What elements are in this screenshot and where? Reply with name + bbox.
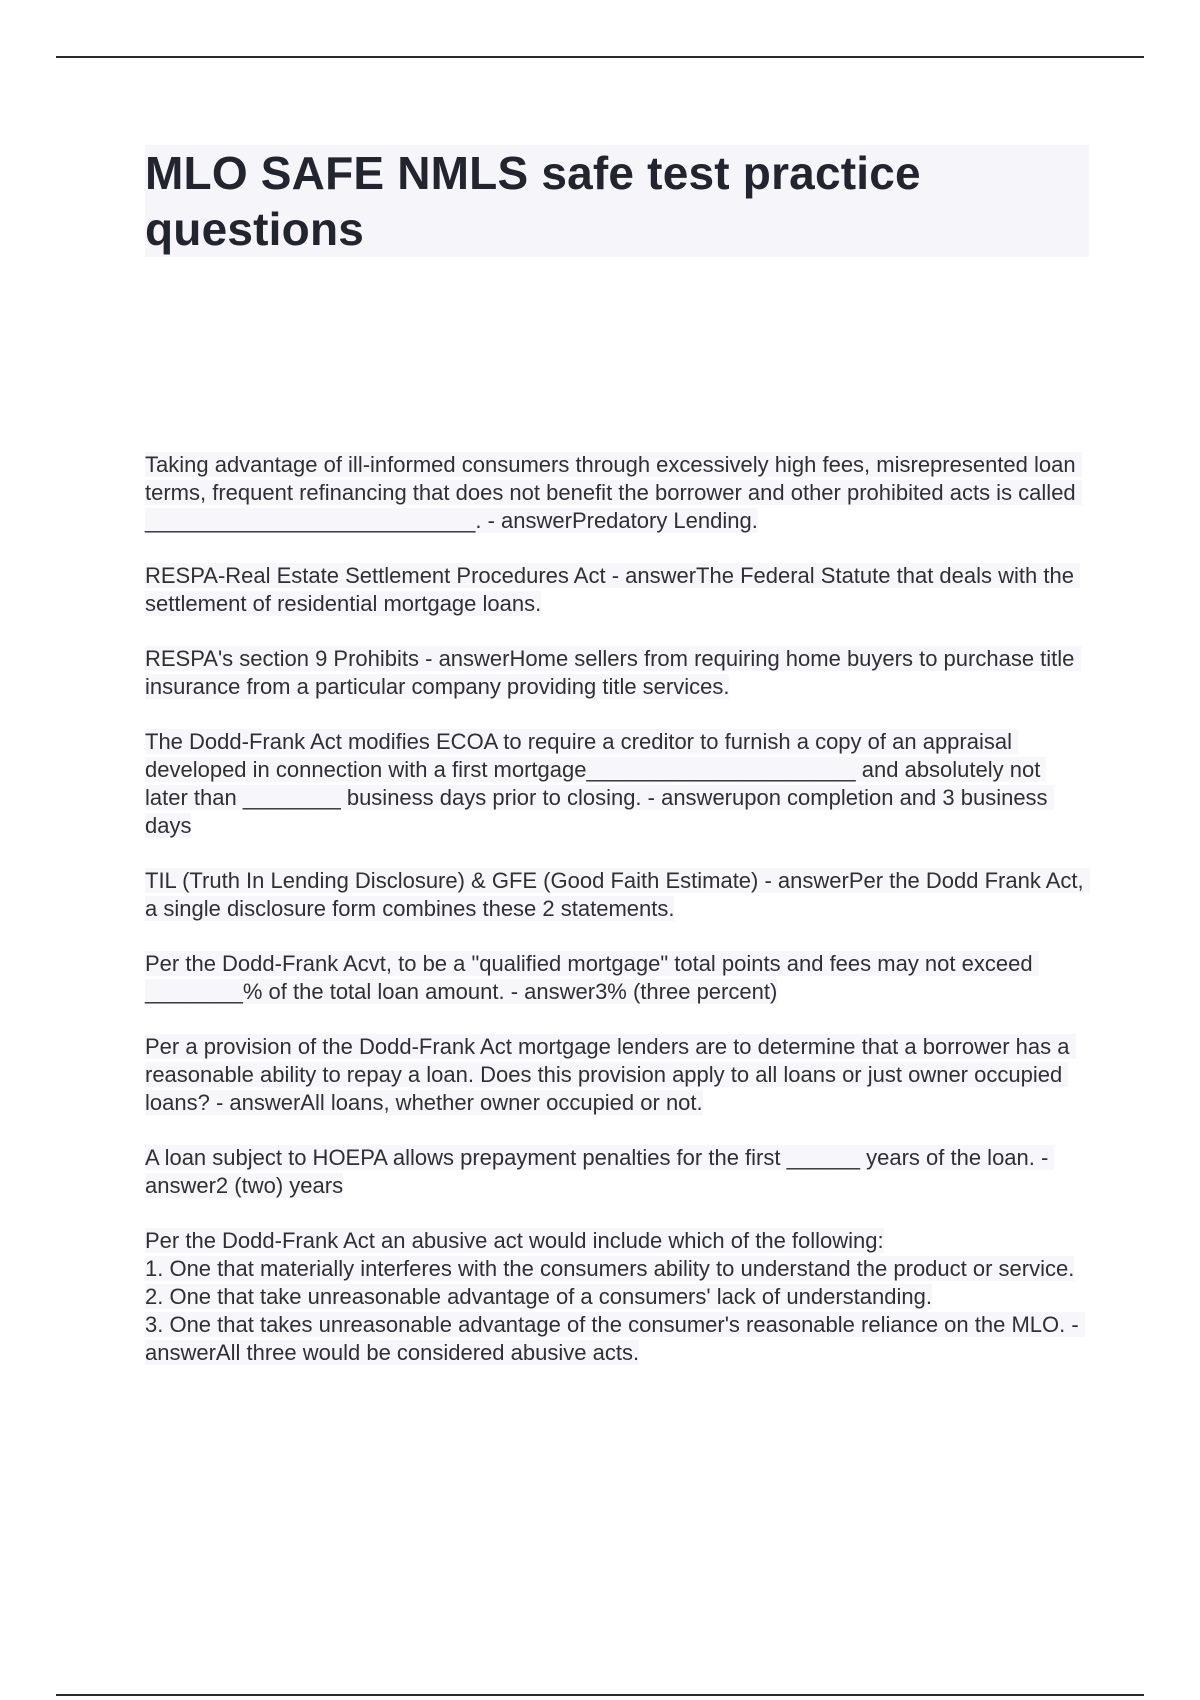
question-item: [145, 867, 1089, 923]
page-title: MLO SAFE NMLS safe test practice questions: [145, 147, 921, 255]
question-item: [145, 451, 1089, 535]
question-item: [145, 1227, 1089, 1367]
top-rule: [56, 56, 1144, 58]
question-text: RESPA-Real Estate Settlement Procedures Act - answerThe Federal Statute that deals with the settlement of residential mortgage loans.: [145, 563, 1081, 616]
question-text: TIL (Truth In Lending Disclosure) & GFE (Good Faith Estimate) - answerPer the Dodd Frank Act, a single disclosure form combines these 2 statements.: [145, 868, 1090, 921]
question-item: [145, 1033, 1089, 1117]
question-item: [145, 950, 1089, 1006]
question-text: Per a provision of the Dodd-Frank Act mortgage lenders are to determine that a borrower has a reasonable ability to repay a loan. Does this provision apply to all loans or just owner occupied loans? - answerAll loans, whether owner occupied or not.: [145, 1034, 1076, 1115]
question-text: RESPA's section 9 Prohibits - answerHome sellers from requiring home buyers to purchase title insurance from a particular company providing title services.: [145, 646, 1081, 699]
question-item: [145, 645, 1089, 701]
question-text: A loan subject to HOEPA allows prepayment penalties for the first ______ years of the loan. - answer2 (two) years: [145, 1145, 1055, 1198]
question-text: Per the Dodd-Frank Act an abusive act would include which of the following: 1. One that materially interferes with the consumers ability to understand the product or service. 2. One that take unreasonable advantage of a consumers' lack of understanding. 3. One that takes unreasonable advantage of the consumer's reasonable reliance on the MLO. - answerAll three would be considered abusive acts.: [145, 1228, 1085, 1365]
question-item: [145, 1144, 1089, 1200]
title-block: [145, 145, 1089, 257]
question-item: [145, 562, 1089, 618]
question-text: The Dodd-Frank Act modifies ECOA to require a creditor to furnish a copy of an appraisal developed in connection with a first mortgage______________________ and absolutely not later than ________ business days prior to closing. - answerupon completion and 3 business days: [145, 729, 1054, 838]
question-text: Per the Dodd-Frank Acvt, to be a "qualified mortgage" total points and fees may not exceed ________% of the total loan amount. - answer3% (three percent): [145, 951, 1039, 1004]
question-list: [145, 451, 1089, 1394]
question-item: [145, 728, 1089, 840]
bottom-rule: [56, 1694, 1144, 1696]
question-text: Taking advantage of ill-informed consumers through excessively high fees, misrepresented loan terms, frequent refinancing that does not benefit the borrower and other prohibited acts is called ___________________________. - answerPredatory Lending.: [145, 452, 1082, 533]
